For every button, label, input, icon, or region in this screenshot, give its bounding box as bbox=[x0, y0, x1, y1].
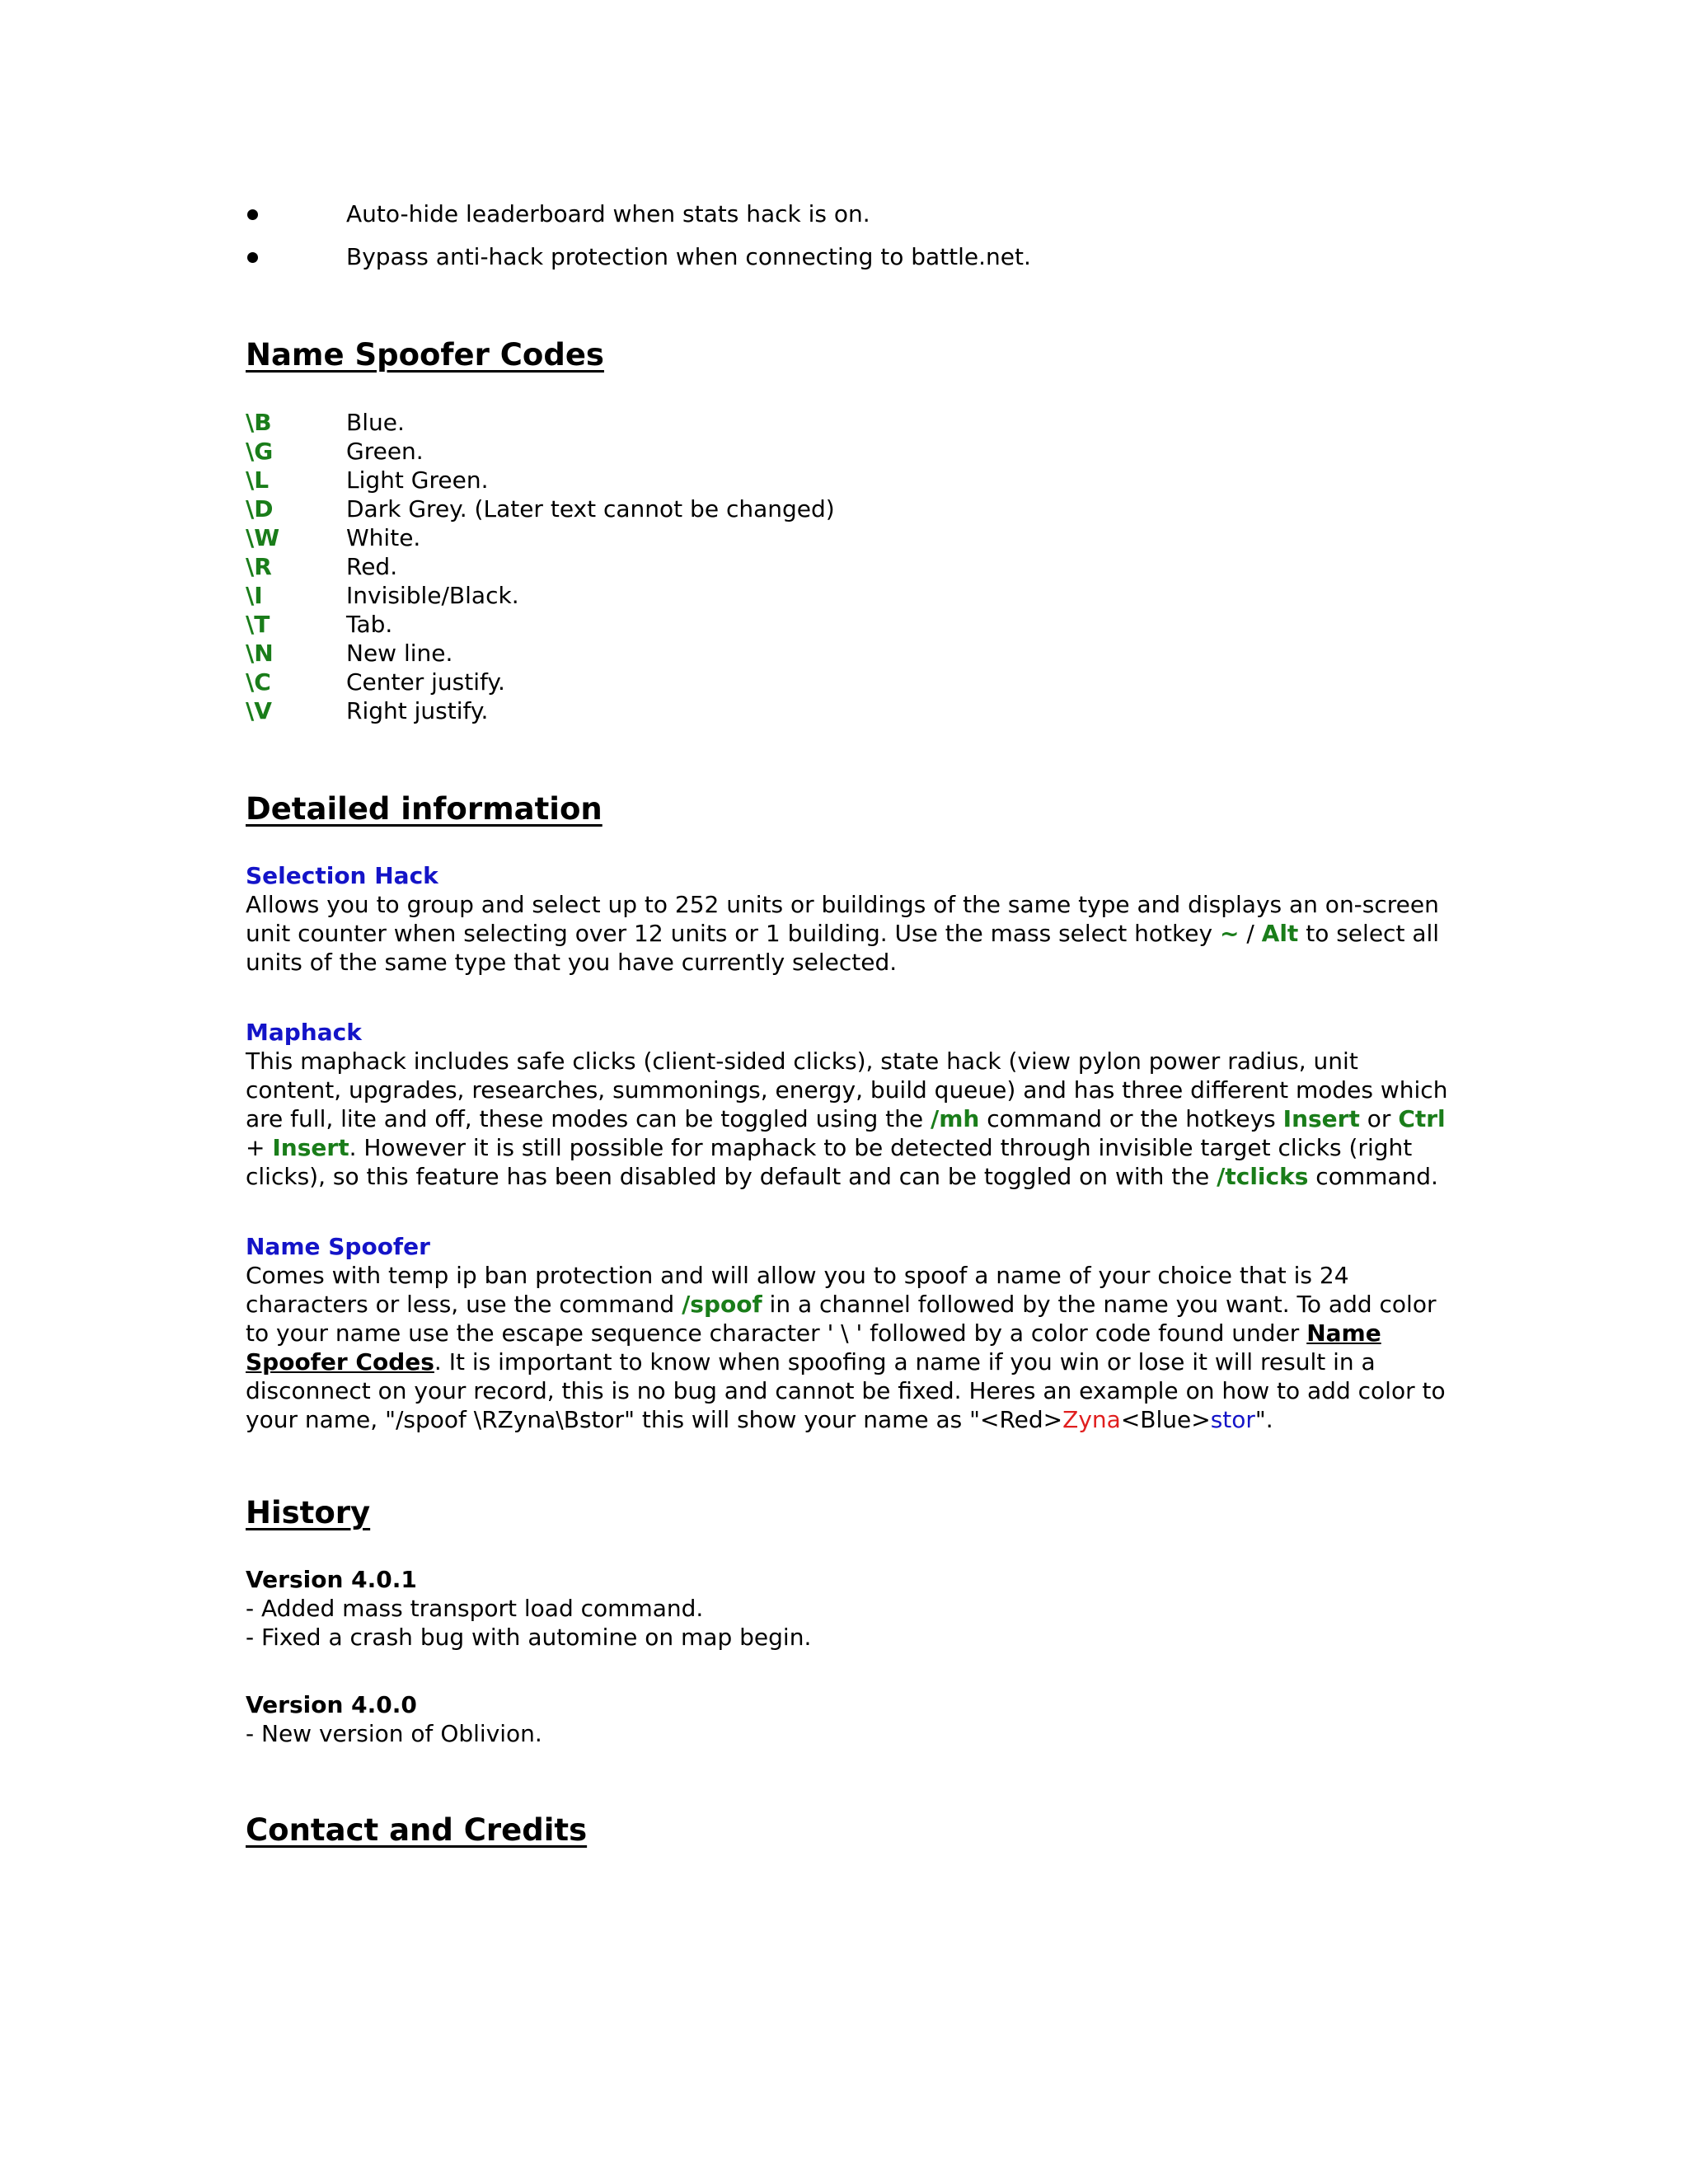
code-key: \L bbox=[246, 466, 270, 494]
paragraph-maphack bbox=[246, 1047, 1457, 1191]
command-tclicks: /tclicks bbox=[1217, 1163, 1309, 1190]
code-key: \W bbox=[246, 524, 280, 551]
text-run: or bbox=[1359, 1105, 1399, 1132]
text-run: Allows you to group and select up to 252 units or buildings of the same type and displays an on-screen unit counter when selecting over 12 units or 1 building. Use the mass select hotkey bbox=[246, 891, 1439, 947]
example-blue-name: stor bbox=[1210, 1406, 1255, 1433]
table-row bbox=[246, 466, 1457, 494]
text-run: Comes with temp ip ban protection and will allow you to spoof a name of your choice that is 24 characters or less, use the command bbox=[246, 1262, 1349, 1318]
command-spoof: /spoof bbox=[682, 1291, 762, 1318]
paragraph-selection-hack bbox=[246, 890, 1457, 977]
version-block bbox=[246, 1690, 1457, 1748]
text-run: to select all units of the same type that you have currently selected. bbox=[246, 920, 1440, 976]
table-row bbox=[246, 552, 1457, 581]
bullet-icon bbox=[247, 252, 258, 263]
link-name-spoofer-codes[interactable]: Name Spoofer Codes bbox=[246, 1319, 1381, 1376]
code-key: \D bbox=[246, 495, 274, 523]
subheading-name-spoofer: Name Spoofer bbox=[246, 1233, 430, 1260]
text-run: This maphack includes safe clicks (client-sided clicks), state hack (view pylon power radius, unit content, upgrades, researches, summonings, energy, build queue) and has three different modes which are full, lite and off, these modes can be toggled using the bbox=[246, 1047, 1448, 1132]
text-run: . However it is still possible for maphack to be detected through invisible target clicks (right clicks), so this feature has been disabled by default and can be toggled on with the bbox=[246, 1134, 1413, 1190]
text-run: <Blue> bbox=[1120, 1406, 1211, 1433]
section-heading-contact-and-credits: Contact and Credits bbox=[246, 1812, 588, 1848]
subheading-selection-hack: Selection Hack bbox=[246, 862, 438, 889]
table-row bbox=[246, 581, 1457, 610]
version-title: Version 4.0.0 bbox=[246, 1691, 417, 1718]
feature-bullet-list bbox=[246, 199, 1457, 271]
bullet-icon bbox=[247, 209, 258, 220]
list-item bbox=[246, 242, 1457, 271]
hotkey-alt: Alt bbox=[1261, 920, 1299, 947]
text-run: . It is important to know when spoofing a name if you win or lose it will result in a disconnect on your record, this is no bug and cannot be fixed. Heres an example on how to add color to your name, "/spoof \RZyna\Bstor" this will show your name as "<Red> bbox=[246, 1348, 1446, 1433]
hotkey-tilde: ~ bbox=[1219, 920, 1240, 947]
table-row bbox=[246, 437, 1457, 466]
changelog-line: - Added mass transport load command. bbox=[246, 1595, 704, 1622]
command-mh: /mh bbox=[931, 1105, 980, 1132]
code-key: \I bbox=[246, 582, 263, 609]
text-run: command. bbox=[1308, 1163, 1438, 1190]
code-description: Invisible/Black. bbox=[346, 582, 519, 609]
example-red-name: Zyna bbox=[1062, 1406, 1121, 1433]
code-key: \R bbox=[246, 553, 272, 580]
document-content bbox=[246, 199, 1457, 1849]
section-heading-history: History bbox=[246, 1495, 371, 1530]
code-key: \N bbox=[246, 640, 274, 667]
table-row bbox=[246, 668, 1457, 696]
code-key: \G bbox=[246, 438, 274, 465]
section-heading-detailed-information: Detailed information bbox=[246, 791, 603, 827]
code-description: Light Green. bbox=[346, 466, 489, 494]
table-row bbox=[246, 696, 1457, 725]
code-description: White. bbox=[346, 524, 421, 551]
section-heading-name-spoofer-codes: Name Spoofer Codes bbox=[246, 337, 604, 373]
version-title: Version 4.0.1 bbox=[246, 1566, 417, 1593]
code-description: Dark Grey. (Later text cannot be changed) bbox=[346, 495, 835, 523]
code-description: Blue. bbox=[346, 409, 405, 436]
code-description: Center justify. bbox=[346, 668, 505, 696]
spoofer-codes-table bbox=[246, 408, 1457, 725]
text-run: / bbox=[1239, 920, 1262, 947]
text-run: command or the hotkeys bbox=[979, 1105, 1283, 1132]
code-key: \C bbox=[246, 668, 271, 696]
hotkey-insert: Insert bbox=[272, 1134, 349, 1161]
code-key: \T bbox=[246, 611, 270, 638]
bullet-text: Bypass anti-hack protection when connecting to battle.net. bbox=[346, 243, 1031, 270]
code-key: \B bbox=[246, 409, 272, 436]
code-description: Tab. bbox=[346, 611, 393, 638]
bullet-text: Auto-hide leaderboard when stats hack is on. bbox=[346, 200, 870, 227]
code-description: Green. bbox=[346, 438, 424, 465]
hotkey-ctrl: Ctrl bbox=[1398, 1105, 1446, 1132]
text-run: + bbox=[246, 1134, 273, 1161]
table-row bbox=[246, 523, 1457, 552]
text-run: ". bbox=[1254, 1406, 1273, 1433]
table-row bbox=[246, 639, 1457, 668]
code-description: New line. bbox=[346, 640, 453, 667]
table-row bbox=[246, 494, 1457, 523]
hotkey-insert: Insert bbox=[1282, 1105, 1360, 1132]
table-row bbox=[246, 408, 1457, 437]
list-item bbox=[246, 199, 1457, 228]
paragraph-name-spoofer bbox=[246, 1261, 1457, 1434]
subheading-maphack: Maphack bbox=[246, 1019, 362, 1046]
table-row bbox=[246, 610, 1457, 639]
version-block bbox=[246, 1565, 1457, 1652]
code-key: \V bbox=[246, 697, 272, 724]
changelog-line: - Fixed a crash bug with automine on map begin. bbox=[246, 1624, 812, 1651]
text-run: in a channel followed by the name you want. To add color to your name use the escape sequence character ' \ ' followed by a color code found under bbox=[246, 1291, 1437, 1347]
code-description: Right justify. bbox=[346, 697, 489, 724]
changelog-line: - New version of Oblivion. bbox=[246, 1720, 542, 1747]
code-description: Red. bbox=[346, 553, 398, 580]
